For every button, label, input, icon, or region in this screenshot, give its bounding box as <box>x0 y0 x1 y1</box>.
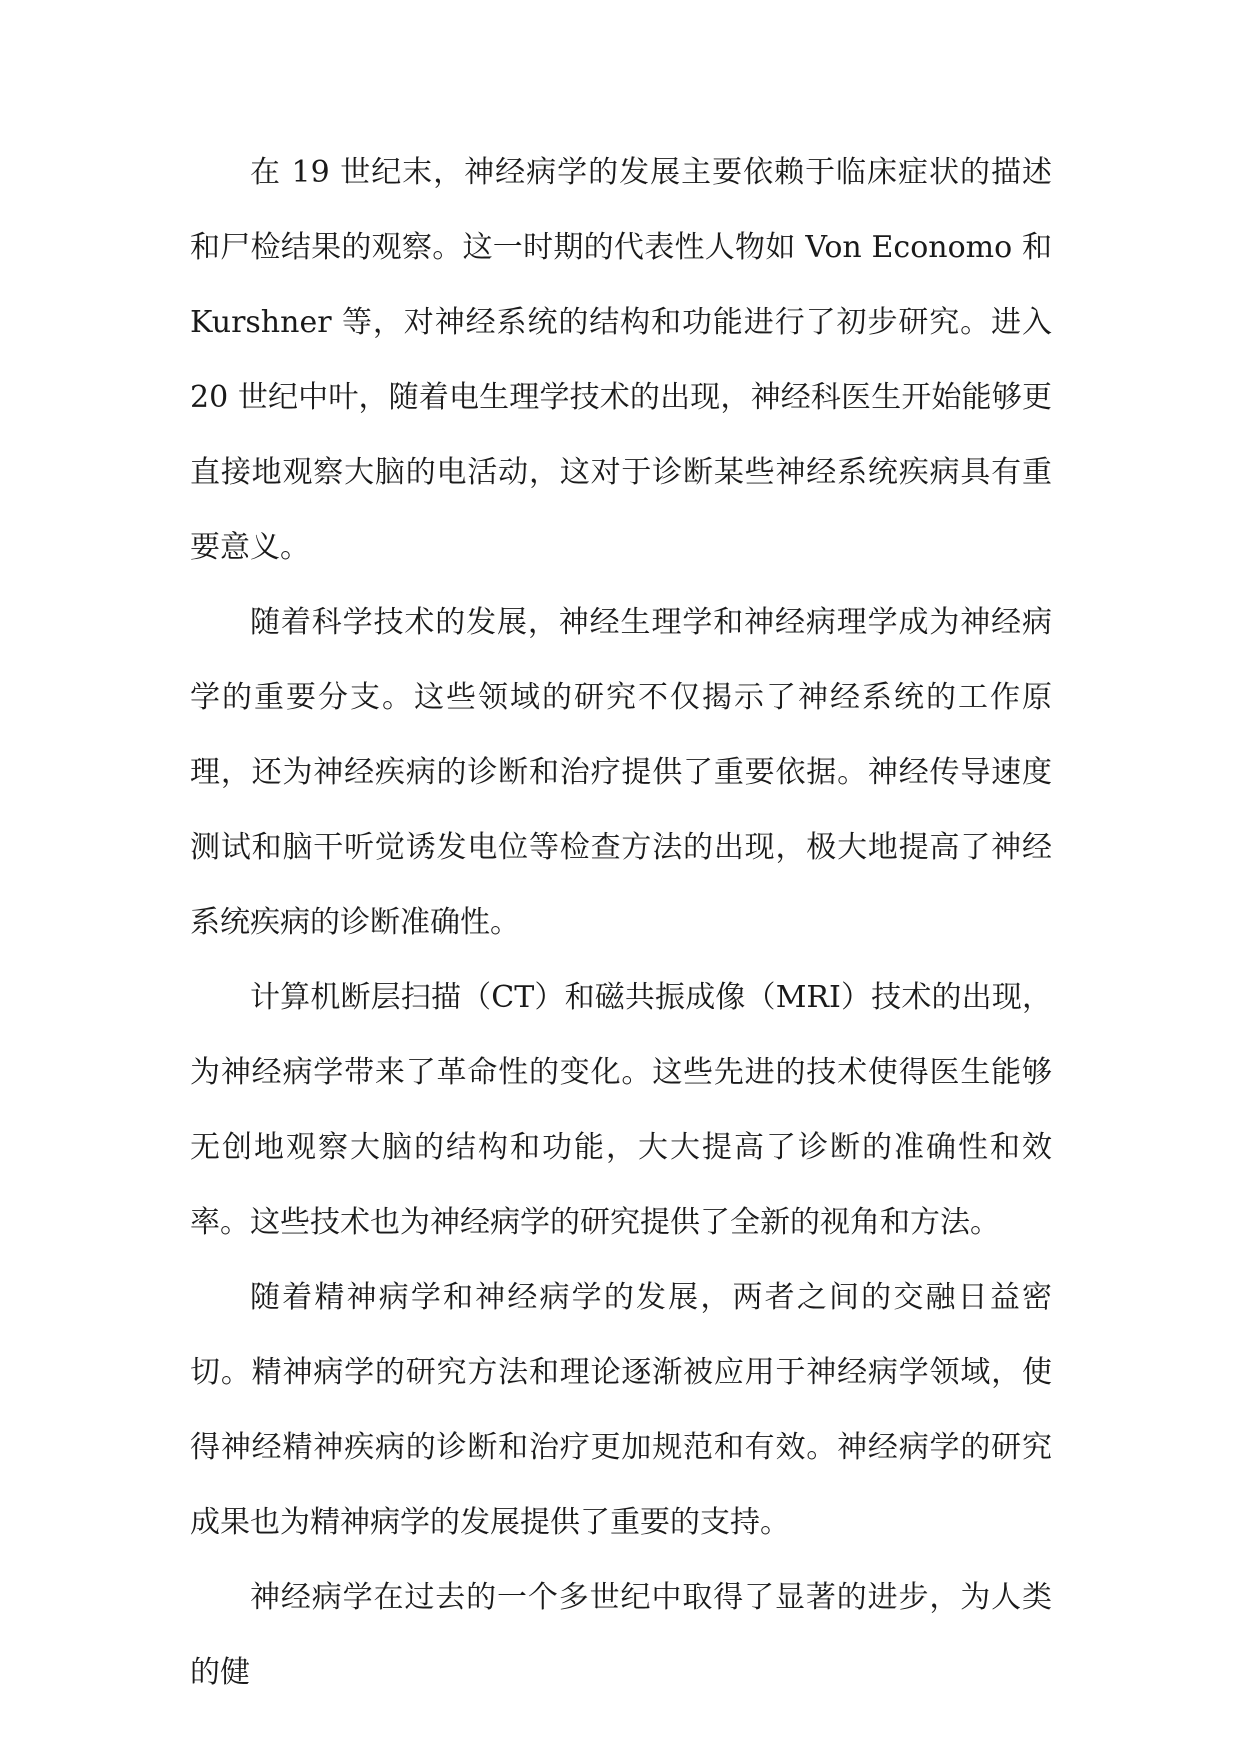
paragraph-2: 随着科学技术的发展，神经生理学和神经病理学成为神经病学的重要分支。这些领域的研究不仅揭示了神经系统的工作原理，还为神经疾病的诊断和治疗提供了重要依据。神经传导速度测试和脑干听觉诱发电位等检查方法的出现，极大地提高了神经系统疾病的诊断准确性。 <box>190 605 1052 940</box>
paragraph-4: 随着精神病学和神经病学的发展，两者之间的交融日益密切。精神病学的研究方法和理论逐渐被应用于神经病学领域，使得神经精神疾病的诊断和治疗更加规范和有效。神经病学的研究成果也为精神病学的发展提供了重要的支持。 <box>190 1280 1052 1540</box>
paragraph-5: 神经病学在过去的一个多世纪中取得了显著的进步，为人类的健 <box>190 1580 1052 1690</box>
paragraph-1: 在 19 世纪末，神经病学的发展主要依赖于临床症状的描述和尸检结果的观察。这一时期的代表性人物如 Von Economo 和 Kurshner 等，对神经系统的结构和功能进行了初步研究。进入 20 世纪中叶，随着电生理学技术的出现，神经科医生开始能够更直接地观察大脑的电活动，这对于诊断某些神经系统疾病具有重要意义。 <box>190 155 1052 565</box>
body-text <box>190 135 1052 1710</box>
paragraph-3: 计算机断层扫描（CT）和磁共振成像（MRI）技术的出现，为神经病学带来了革命性的变化。这些先进的技术使得医生能够无创地观察大脑的结构和功能，大大提高了诊断的准确性和效率。这些技术也为神经病学的研究提供了全新的视角和方法。 <box>190 980 1052 1240</box>
